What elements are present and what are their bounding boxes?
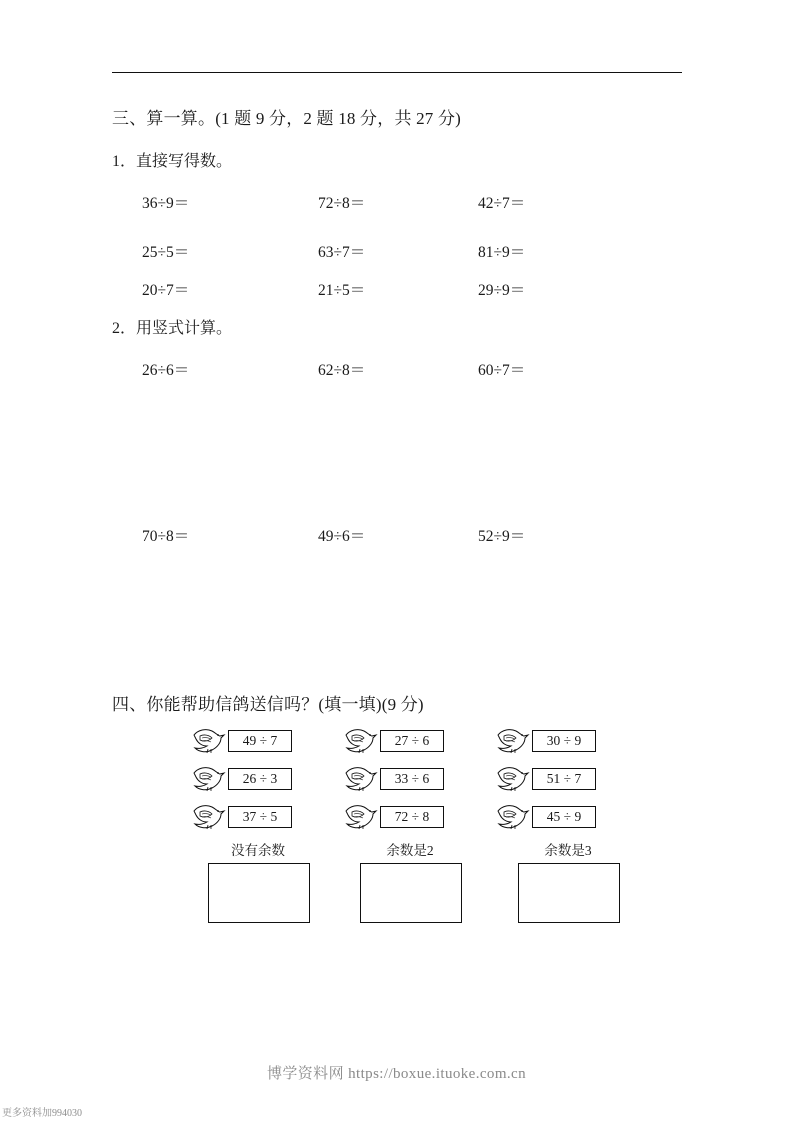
vertical-expression: 52÷9＝ (478, 528, 526, 545)
dove-icon (190, 726, 226, 756)
dove-row (190, 725, 310, 756)
oral-expression: 29÷9＝ (478, 282, 526, 299)
section-4-heading: 四、你能帮助信鸽送信吗？(填一填)(9 分) (112, 695, 424, 714)
expression-card[interactable]: 30 ÷ 9 (532, 730, 596, 752)
oral-expression: 63÷7＝ (318, 244, 366, 261)
dove-icon (342, 802, 378, 832)
header-divider (112, 72, 682, 73)
vertical-expression: 62÷8＝ (318, 362, 366, 379)
expression-card[interactable]: 72 ÷ 8 (380, 806, 444, 828)
oral-expression: 81÷9＝ (478, 244, 526, 261)
dove-row (494, 801, 620, 832)
dove-row (190, 763, 310, 794)
group-label: 没有余数 (231, 843, 285, 858)
dove-icon (190, 764, 226, 794)
section-3-heading: 三、算一算。(1 题 9 分，2 题 18 分，共 27 分) (112, 109, 462, 128)
answer-box[interactable] (208, 863, 310, 923)
section-3-sub-1: 1．直接写得数。 (112, 153, 233, 170)
dove-row (494, 763, 620, 794)
vertical-expression: 60÷7＝ (478, 362, 526, 379)
dove-group (494, 725, 620, 923)
watermark: 博学资料网 https://boxue.ituoke.com.cn (266, 1066, 526, 1082)
group-label: 余数是2 (386, 843, 434, 858)
dove-icon (494, 802, 530, 832)
dove-row (342, 725, 462, 756)
vertical-expression: 49÷6＝ (318, 528, 366, 545)
dove-row (190, 801, 310, 832)
expression-card[interactable]: 27 ÷ 6 (380, 730, 444, 752)
oral-expression: 72÷8＝ (318, 195, 366, 212)
dove-row (342, 763, 462, 794)
expression-card[interactable]: 33 ÷ 6 (380, 768, 444, 790)
expression-card[interactable]: 26 ÷ 3 (228, 768, 292, 790)
oral-expression: 20÷7＝ (142, 282, 190, 299)
dove-row (494, 725, 620, 756)
vertical-expression: 70÷8＝ (142, 528, 190, 545)
dove-icon (342, 764, 378, 794)
oral-expression: 21÷5＝ (318, 282, 366, 299)
corner-note: 更多资料加994030 (2, 1108, 82, 1119)
dove-group (190, 725, 310, 923)
dove-icon (190, 802, 226, 832)
dove-icon (342, 726, 378, 756)
section-3-sub-2: 2．用竖式计算。 (112, 320, 233, 337)
oral-expression: 36÷9＝ (142, 195, 190, 212)
dove-icon (494, 726, 530, 756)
expression-card[interactable]: 37 ÷ 5 (228, 806, 292, 828)
expression-card[interactable]: 45 ÷ 9 (532, 806, 596, 828)
answer-box[interactable] (518, 863, 620, 923)
expression-card[interactable]: 51 ÷ 7 (532, 768, 596, 790)
vertical-expression: 26÷6＝ (142, 362, 190, 379)
oral-expression: 25÷5＝ (142, 244, 190, 261)
oral-expression: 42÷7＝ (478, 195, 526, 212)
answer-box[interactable] (360, 863, 462, 923)
group-label: 余数是3 (544, 843, 592, 858)
dove-icon (494, 764, 530, 794)
dove-row (342, 801, 462, 832)
expression-card[interactable]: 49 ÷ 7 (228, 730, 292, 752)
dove-group (342, 725, 462, 923)
